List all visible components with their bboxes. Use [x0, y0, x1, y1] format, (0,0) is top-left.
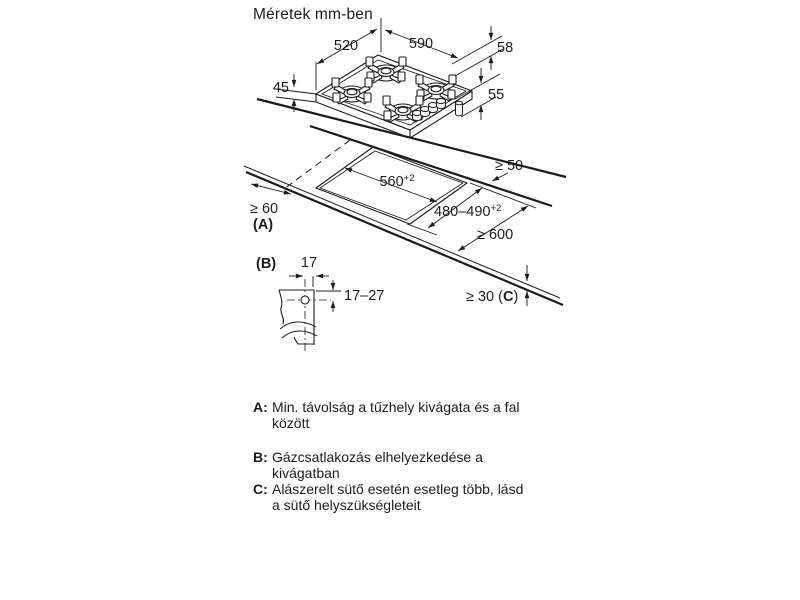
- dim-label-min600: ≥ 600: [477, 227, 514, 243]
- section-break-line: [280, 322, 316, 329]
- hob-leg: [456, 101, 463, 116]
- hob-isometric-view: [316, 55, 472, 138]
- control-knob-icon: [437, 99, 446, 109]
- dim-label-17-27: 17–27: [344, 288, 385, 304]
- section-break-line: [282, 331, 317, 338]
- page-title: Méretek mm-ben: [253, 6, 373, 23]
- gas-connection-detail: [279, 276, 341, 354]
- legend-text-b: Gázcsatlakozás elhelyezkedése a kivágatban: [272, 449, 483, 481]
- section-wavy-left-edge: [279, 290, 283, 324]
- worktop-front-bottom-edge: [246, 172, 563, 305]
- label-B: (B): [256, 256, 277, 272]
- gas-connection-hole: [301, 296, 309, 304]
- legend-item-c: [253, 482, 553, 513]
- legend-key-a: A:: [253, 399, 268, 415]
- dim-label-17: 17: [300, 255, 318, 271]
- dim-label-min50: ≥ 50: [495, 158, 524, 174]
- legend-item-b: [253, 450, 553, 481]
- legend-key-b: B:: [253, 449, 268, 465]
- legend: [253, 400, 553, 513]
- dim-label-min60: ≥ 60: [250, 201, 279, 217]
- dim-label-590: 590: [408, 36, 434, 52]
- legend-key-c: C:: [253, 481, 268, 497]
- dim-label-560: $560^{+2}$: [379, 173, 415, 190]
- legend-text-a: Min. távolság a tűzhely kivágata és a fal között: [272, 399, 520, 431]
- legend-item-a: [253, 400, 553, 431]
- dim-label-58: 58: [497, 40, 514, 56]
- label-A: (A): [253, 217, 274, 233]
- dim-label-480-490: $480-490^{+2}$: [434, 203, 502, 220]
- dim-label-55: 55: [488, 87, 505, 103]
- cutout-extension-dashed-line: [284, 140, 350, 189]
- dim-label-45: 45: [272, 80, 289, 96]
- leader-min50: [492, 173, 508, 181]
- dim-label-min30-C: ≥ 30 (C): [466, 289, 519, 305]
- legend-text-c: Alászerelt sütő esetén esetleg több, lásd a sütő helyszükségleteit: [272, 481, 524, 513]
- dim-label-520: 520: [333, 38, 359, 54]
